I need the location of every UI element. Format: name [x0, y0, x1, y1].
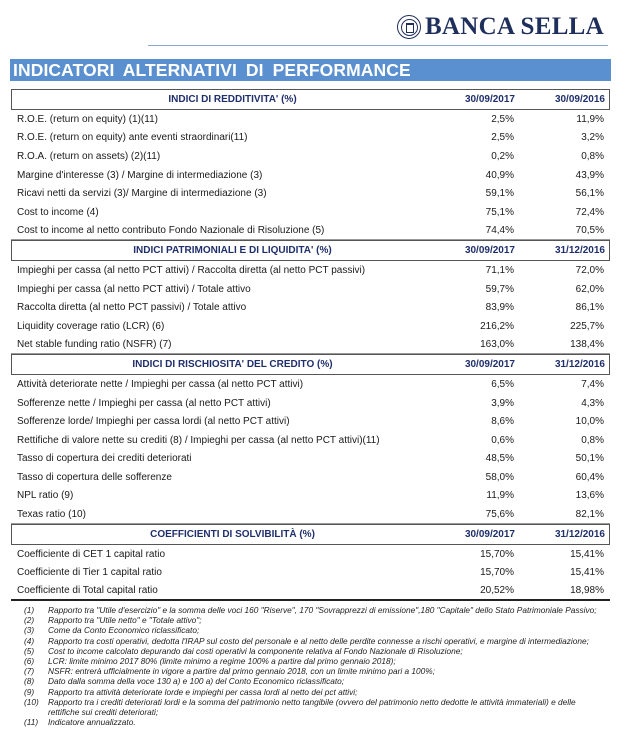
- footnote-text: Rapporto tra attività deteriorate lorde e impieghi per cassa lordi al netto dei pct attivi;: [48, 686, 358, 697]
- footnotes: [24, 605, 604, 727]
- table-row: [11, 147, 610, 166]
- value-current: 48,5%: [485, 453, 514, 465]
- table-row: [11, 545, 610, 564]
- column-header-previous: 31/12/2016: [554, 359, 605, 371]
- bank-seal-icon: [397, 15, 421, 39]
- value-current: 216,2%: [480, 320, 514, 332]
- column-header-current: 30/09/2017: [464, 245, 515, 257]
- footnote: [24, 605, 604, 615]
- value-current: 15,70%: [480, 548, 514, 560]
- value-current: 163,0%: [480, 338, 514, 350]
- indicator-label: Coefficiente di Tier 1 capital ratio: [17, 567, 162, 579]
- value-current: 0,2%: [491, 150, 514, 162]
- indicator-label: Impieghi per cassa (al netto PCT attivi) / Raccolta diretta (al netto PCT passivi): [17, 264, 366, 276]
- footnote-text: Rapporto tra costi operativi, dedotta l'IRAP sul costo del personale e al netto delle perdite connesse a rischi operativi, e margine di intermediazione;: [48, 635, 589, 646]
- table-row: [11, 505, 610, 524]
- value-current: 6,5%: [491, 378, 514, 390]
- indicator-label: Ricavi netti da servizi (3)/ Margine di intermediazione (3): [17, 188, 267, 200]
- indicators-table: [11, 89, 610, 601]
- value-previous: 86,1%: [575, 302, 604, 314]
- column-header-previous: 30/09/2016: [554, 94, 605, 105]
- section-header: [11, 89, 610, 110]
- footnote-text: Indicatore annualizzato.: [48, 717, 136, 728]
- indicator-label: Margine d'interesse (3) / Margine di intermediazione (3): [17, 169, 263, 181]
- table-row: [11, 431, 610, 450]
- footnote: [24, 697, 604, 717]
- indicator-label: Raccolta diretta (al netto PCT passivi) / Totale attivo: [17, 302, 247, 314]
- indicator-label: Coefficiente di CET 1 capital ratio: [17, 548, 166, 560]
- indicator-label: Cost to income (4): [17, 206, 99, 218]
- value-previous: 4,3%: [581, 397, 604, 409]
- value-previous: 50,1%: [575, 453, 604, 465]
- indicator-label: R.O.E. (return on equity) (1)(11): [17, 113, 158, 125]
- table-row: [11, 222, 610, 241]
- footnote: [24, 656, 604, 666]
- footnote-text: LCR: limite minimo 2017 80% (limite minimo a regime 100% a partire dal primo gennaio 2018);: [48, 656, 396, 667]
- value-previous: 15,41%: [570, 548, 604, 560]
- section-title: INDICI DI REDDITIVITA' (%): [168, 94, 297, 105]
- value-previous: 72,4%: [575, 206, 604, 218]
- value-current: 58,0%: [485, 471, 514, 483]
- section-header: [11, 354, 610, 375]
- value-previous: 60,4%: [575, 471, 604, 483]
- value-current: 75,1%: [485, 206, 514, 218]
- footnote-text: Rapporto tra "Utile d'esercizio" e la somma delle voci 160 "Riserve", 170 "Sovrapprezzi di emissione",180 "Capitale" dello Stato Patrimoniale Passivo;: [48, 605, 597, 615]
- table-row: [11, 336, 610, 355]
- value-previous: 7,4%: [581, 378, 604, 390]
- footnote: [24, 646, 604, 656]
- table-row: [11, 110, 610, 129]
- column-header-current: 30/09/2017: [464, 528, 515, 540]
- footnote-text: Rapporto tra "Utile netto" e "Totale attivo";: [48, 615, 202, 626]
- table-row: [11, 203, 610, 222]
- footnote-number: (10): [24, 696, 39, 707]
- indicator-label: R.O.E. (return on equity) ante eventi straordinari(11): [17, 132, 248, 144]
- table-row: [11, 375, 610, 394]
- indicator-label: Rettifiche di valore nette su crediti (8) / Impieghi per cassa (al netto PCT attivi)(11): [17, 434, 380, 446]
- indicator-label: Net stable funding ratio (NSFR) (7): [17, 338, 172, 350]
- table-row: [11, 487, 610, 506]
- page-header: [0, 0, 622, 48]
- value-current: 0,6%: [491, 434, 514, 446]
- footnote: [24, 676, 604, 686]
- indicator-label: Texas ratio (10): [17, 508, 86, 520]
- footnote-number: (8): [24, 676, 35, 687]
- value-current: 2,5%: [491, 113, 514, 125]
- brand-logo: [397, 13, 604, 41]
- value-current: 20,52%: [480, 584, 514, 596]
- footnote: [24, 636, 604, 646]
- page-title: INDICATORI ALTERNATIVI DI PERFORMANCE: [13, 60, 411, 80]
- footnote-number: (1): [24, 605, 35, 615]
- value-current: 83,9%: [485, 302, 514, 314]
- table-row: [11, 582, 610, 601]
- value-current: 71,1%: [485, 264, 514, 276]
- footnote-number: (9): [24, 686, 35, 697]
- footnote-number: (11): [24, 717, 39, 728]
- value-previous: 82,1%: [575, 508, 604, 520]
- section-title: INDICI DI RISCHIOSITA' DEL CREDITO (%): [132, 359, 333, 371]
- footnote: [24, 625, 604, 635]
- value-previous: 11,9%: [576, 113, 604, 125]
- footnote: [24, 615, 604, 625]
- footnote: [24, 717, 604, 727]
- footnote-text: Cost to income calcolato depurando dai costi operativi la componente relativa al Fondo Nazionale di Risoluzione;: [48, 645, 463, 656]
- table-row: [11, 468, 610, 487]
- footnote: [24, 666, 604, 676]
- value-previous: 62,0%: [575, 283, 604, 295]
- footnote: [24, 687, 604, 697]
- value-previous: 138,4%: [570, 338, 604, 350]
- footnote-number: (6): [24, 656, 35, 667]
- indicator-label: Impieghi per cassa (al netto PCT attivi) / Totale attivo: [17, 283, 251, 295]
- value-current: 59,1%: [485, 188, 514, 200]
- value-previous: 43,9%: [575, 169, 604, 181]
- value-previous: 225,7%: [570, 320, 604, 332]
- value-current: 74,4%: [485, 224, 514, 236]
- value-previous: 56,1%: [575, 188, 604, 200]
- section-title: INDICI PATRIMONIALI E DI LIQUIDITA' (%): [133, 245, 332, 257]
- value-previous: 13,6%: [575, 490, 604, 502]
- table-row: [11, 412, 610, 431]
- indicator-label: Tasso di copertura delle sofferenze: [17, 471, 172, 483]
- table-row: [11, 166, 610, 185]
- value-current: 8,6%: [491, 416, 514, 428]
- table-row: [11, 394, 610, 413]
- section-header: [11, 240, 610, 261]
- header-divider: [148, 45, 608, 46]
- indicator-label: Attività deteriorate nette / Impieghi per cassa (al netto PCT attivi): [17, 378, 304, 390]
- value-previous: 15,41%: [570, 567, 604, 579]
- column-header-current: 30/09/2017: [464, 94, 515, 105]
- footnote-number: (3): [24, 625, 35, 636]
- footnote-number: (5): [24, 645, 35, 656]
- table-row: [11, 450, 610, 469]
- table-row: [11, 184, 610, 203]
- indicator-label: NPL ratio (9): [17, 490, 74, 502]
- indicator-label: Liquidity coverage ratio (LCR) (6): [17, 320, 165, 332]
- footnote-text: Dato dalla somma della voce 130 a) e 100 a) del Conto Economico riclassificato;: [48, 676, 345, 687]
- column-header-previous: 31/12/2016: [554, 528, 605, 540]
- table-row: [11, 129, 610, 148]
- value-previous: 72,0%: [575, 264, 604, 276]
- value-previous: 70,5%: [575, 224, 604, 236]
- footnote-number: (7): [24, 666, 35, 677]
- indicator-label: Coefficiente di Total capital ratio: [17, 584, 158, 596]
- footnote-number: (2): [24, 615, 35, 626]
- value-previous: 0,8%: [581, 150, 604, 162]
- indicator-label: Sofferenze nette / Impieghi per cassa (al netto PCT attivi): [17, 397, 271, 409]
- table-row: [11, 563, 610, 582]
- footnote-text: NSFR: entrerà ufficialmente in vigore a partire dal primo gennaio 2018, con un limite minimo pari a 100%;: [48, 666, 435, 677]
- value-current: 59,7%: [485, 283, 514, 295]
- indicator-label: R.O.A. (return on assets) (2)(11): [17, 150, 161, 162]
- value-current: 75,6%: [485, 508, 514, 520]
- column-header-previous: 31/12/2016: [554, 245, 605, 257]
- indicator-label: Tasso di copertura dei crediti deteriorati: [17, 453, 192, 465]
- brand-name: BANCA SELLA: [424, 13, 604, 40]
- section-title: COEFFICIENTI DI SOLVIBILITÀ (%): [150, 528, 315, 540]
- footnote-text: Rapporto tra i crediti deteriorati lordi e la somma del patrimonio netto tangibile (ovvero del patrimonio netto dedotte le attività immateriali) e delle rettifiche sui crediti deteriorati;: [48, 696, 576, 718]
- table-row: [11, 280, 610, 299]
- value-current: 15,70%: [480, 567, 514, 579]
- column-header-current: 30/09/2017: [464, 359, 515, 371]
- indicator-label: Sofferenze lorde/ Impieghi per cassa lordi (al netto PCT attivi): [17, 416, 290, 428]
- value-current: 40,9%: [485, 169, 514, 181]
- value-current: 3,9%: [491, 397, 514, 409]
- value-previous: 18,98%: [570, 584, 604, 596]
- page-title-bar: [10, 59, 611, 81]
- footnote-text: Come da Conto Economico riclassificato;: [48, 625, 200, 636]
- value-current: 2,5%: [491, 132, 514, 144]
- value-previous: 3,2%: [581, 132, 604, 144]
- section-header: [11, 524, 610, 545]
- indicator-label: Cost to income al netto contributo Fondo Nazionale di Risoluzione (5): [17, 224, 325, 236]
- value-current: 11,9%: [486, 490, 514, 502]
- footnote-number: (4): [24, 635, 35, 646]
- table-row: [11, 261, 610, 280]
- table-row: [11, 317, 610, 336]
- table-row: [11, 298, 610, 317]
- value-previous: 10,0%: [575, 416, 604, 428]
- value-previous: 0,8%: [581, 434, 604, 446]
